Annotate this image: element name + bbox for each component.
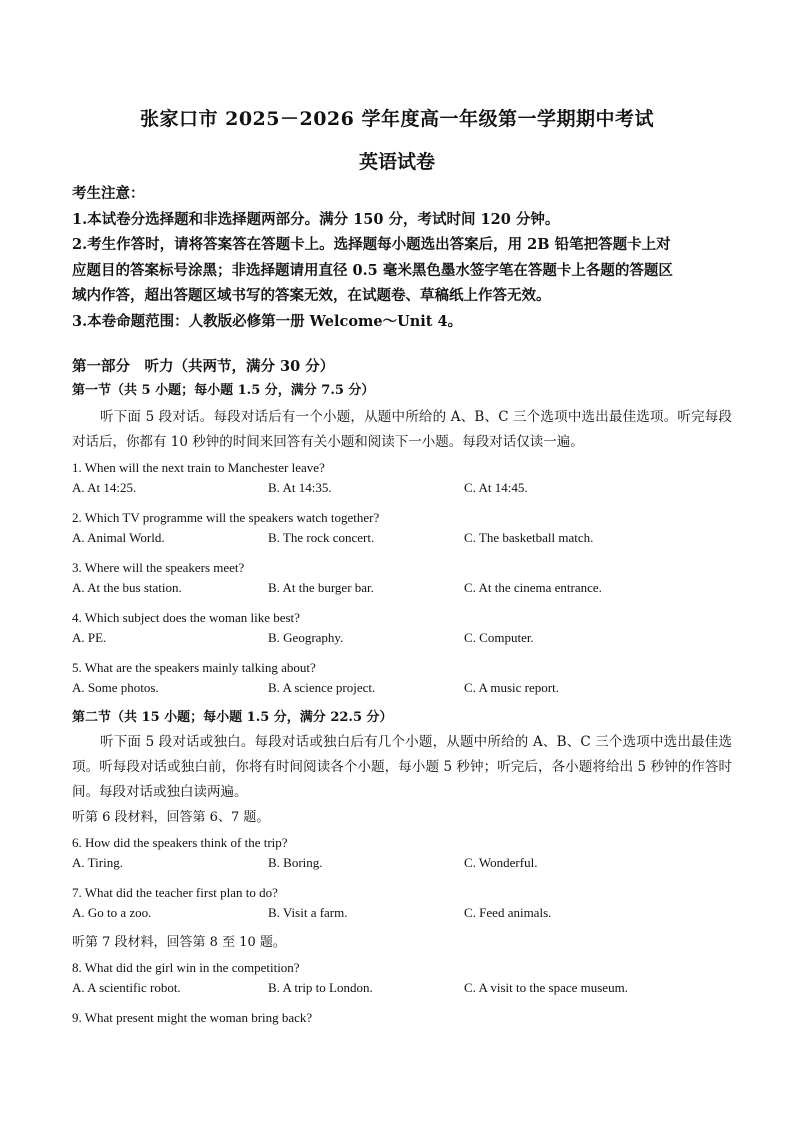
material-instruction: 听第 6 段材料，回答第 6、7 题。: [72, 810, 270, 825]
option-c: C. A music report.: [464, 680, 559, 695]
option-b: B. The rock concert.: [268, 530, 375, 545]
option-c: C. Feed animals.: [464, 905, 552, 920]
section-instructions: 听下面 5 段对话或独白。每段对话或独白后有几个小题，从题中所给的 A、B、C 三个选项中选出最佳选项。听每段对话或独白前，你将有时间阅读各个小题，每小题 5 秒钟；听完后，各小题将给出 5 秒钟的作答时间。每段对话或独白读两遍。: [72, 734, 732, 800]
question-stem: 2. Which TV programme will the speakers watch together?: [72, 510, 380, 525]
option-b: B. At 14:35.: [268, 480, 332, 495]
notice-line: 3.本卷命题范围：人教版必修第一册 Welcome～Unit 4。: [72, 312, 463, 330]
option-a: A. At the bus station.: [72, 580, 182, 595]
option-b: B. Boring.: [268, 855, 323, 870]
option-b: B. A trip to London.: [268, 980, 373, 995]
part-heading: 第一部分 听力（共两节，满分 30 分）: [72, 358, 335, 375]
option-c: C. Wonderful.: [464, 855, 538, 870]
section-heading: 第二节（共 15 小题；每小题 1.5 分，满分 22.5 分）: [72, 710, 393, 725]
option-a: A. Animal World.: [72, 530, 165, 545]
option-c: C. At the cinema entrance.: [464, 580, 602, 595]
question-stem: 3. Where will the speakers meet?: [72, 560, 245, 575]
answer-options: [72, 980, 732, 1005]
option-a: A. A scientific robot.: [72, 980, 181, 995]
question-stem: 6. How did the speakers think of the trip?: [72, 835, 288, 850]
option-a: A. Go to a zoo.: [72, 905, 152, 920]
material-instruction: 听第 7 段材料，回答第 8 至 10 题。: [72, 935, 286, 950]
option-a: A. PE.: [72, 630, 107, 645]
exam-subtitle: 英语试卷: [358, 151, 435, 173]
answer-options: [72, 680, 732, 705]
option-c: C. At 14:45.: [464, 480, 528, 495]
section-heading: 第一节（共 5 小题；每小题 1.5 分，满分 7.5 分）: [72, 383, 375, 398]
option-b: B. A science project.: [268, 680, 376, 695]
answer-options: [72, 480, 732, 505]
option-c: C. The basketball match.: [464, 530, 594, 545]
notice-line: 域内作答，超出答题区域书写的答案无效，在试题卷、草稿纸上作答无效。: [72, 287, 551, 304]
section-instructions: 听下面 5 段对话。每段对话后有一个小题，从题中所给的 A、B、C 三个选项中选出最佳选项。听完每段对话后，你都有 10 秒钟的时间来回答有关小题和阅读下一小题。每段对话仅读一遍。: [72, 409, 732, 450]
option-a: A. At 14:25.: [72, 480, 137, 495]
notice-heading: 考生注意：: [72, 185, 145, 202]
notice-line: 1.本试卷分选择题和非选择题两部分。满分 150 分，考试时间 120 分钟。: [72, 210, 560, 228]
question-stem: 1. When will the next train to Manchester leave?: [72, 460, 325, 475]
listening-part: [72, 354, 732, 1030]
candidate-notice: [72, 181, 732, 334]
notice-line: 应题目的答案标号涂黑；非选择题请用直径 0.5 毫米黑色墨水签字笔在答题卡上各题的答题区: [72, 261, 673, 279]
option-a: A. Tiring.: [72, 855, 123, 870]
option-b: B. Geography.: [268, 630, 344, 645]
exam-title: 张家口市 2025－2026 学年度高一年级第一学期期中考试: [140, 108, 654, 130]
option-b: B. Visit a farm.: [268, 905, 348, 920]
answer-options: [72, 905, 732, 930]
option-a: A. Some photos.: [72, 680, 159, 695]
answer-options: [72, 630, 732, 655]
option-c: C. Computer.: [464, 630, 534, 645]
notice-line: 2.考生作答时，请将答案答在答题卡上。选择题每小题选出答案后，用 2B 铅笔把答题卡上对: [72, 236, 671, 253]
answer-options: [72, 530, 732, 555]
question-stem: 9. What present might the woman bring back?: [72, 1010, 313, 1025]
answer-options: [72, 580, 732, 605]
option-b: B. At the burger bar.: [268, 580, 374, 595]
question-stem: 8. What did the girl win in the competition?: [72, 960, 300, 975]
question-stem: 7. What did the teacher first plan to do?: [72, 885, 278, 900]
question-stem: 5. What are the speakers mainly talking about?: [72, 660, 316, 675]
option-c: C. A visit to the space museum.: [464, 980, 628, 995]
answer-options: [72, 855, 732, 880]
question-stem: 4. Which subject does the woman like best?: [72, 610, 300, 625]
